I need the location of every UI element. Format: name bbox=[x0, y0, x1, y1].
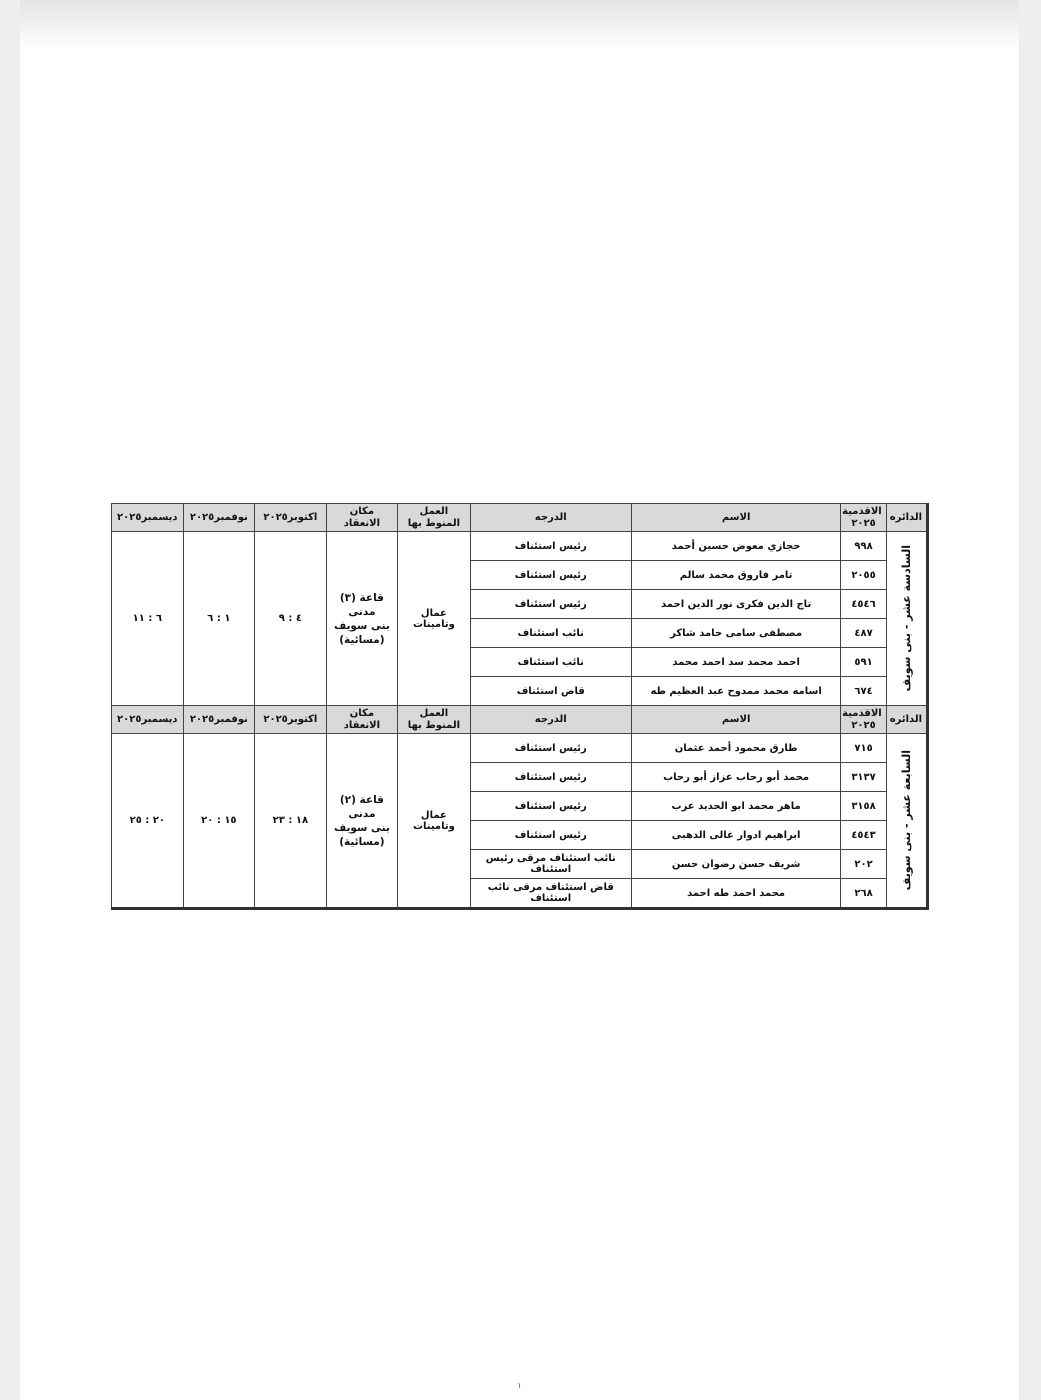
grade-cell: نائب استئناف bbox=[470, 648, 631, 677]
header-grade: الدرجه bbox=[470, 504, 631, 532]
name-cell: اسامه محمد ممدوح عبد العظيم طه bbox=[631, 677, 841, 706]
oct-dates-cell: ١٨ : ٢٣ bbox=[255, 734, 327, 909]
grade-cell: رئيس استئناف bbox=[470, 561, 631, 590]
venue-line: قاعة (٣) bbox=[339, 591, 384, 604]
name-cell: مصطفى سامى حامد شاكر bbox=[631, 619, 841, 648]
name-cell: تاج الدين فكرى نور الدين احمد bbox=[631, 590, 841, 619]
venue-line: (مسائية) bbox=[339, 835, 385, 848]
name-cell: محمد أبو رحاب عزاز أبو رحاب bbox=[631, 763, 841, 792]
venue-line: بنى سويف bbox=[333, 619, 390, 632]
venue-line: بنى سويف bbox=[333, 821, 390, 834]
grade-cell: رئيس استئناف bbox=[470, 532, 631, 561]
seniority-cell: ٩٩٨ bbox=[841, 532, 886, 561]
header-oct: اكتوبر٢٠٢٥ bbox=[255, 504, 327, 532]
oct-dates-cell: ٤ : ٩ bbox=[255, 532, 327, 706]
header-nov: نوفمبر٢٠٢٥ bbox=[183, 706, 255, 734]
seniority-cell: ٧١٥ bbox=[841, 734, 886, 763]
document-page bbox=[20, 0, 1019, 1400]
name-cell: ماهر محمد ابو الحديد عزب bbox=[631, 792, 841, 821]
header-seniority: الاقدمية ٢٠٢٥ bbox=[841, 504, 886, 532]
header-row bbox=[112, 504, 928, 532]
dec-dates-cell: ٦ : ١١ bbox=[112, 532, 184, 706]
venue-line: مدنى bbox=[348, 807, 376, 820]
grade-cell: قاض استئناف مرقى نائب استئناف bbox=[470, 879, 631, 909]
roster-table bbox=[111, 503, 929, 910]
header-venue: مكان الانعقاد bbox=[326, 504, 398, 532]
circuit-cell bbox=[886, 734, 927, 909]
grade-cell: رئيس استئناف bbox=[470, 590, 631, 619]
name-cell: حجازي معوض حسين أحمد bbox=[631, 532, 841, 561]
header-row bbox=[112, 706, 928, 734]
circuit-name: السادسة عشر - بنى سويف bbox=[899, 545, 913, 692]
header-work: العمل المنوط بها bbox=[398, 504, 471, 532]
page-number: ١ bbox=[517, 1381, 522, 1390]
header-work: العمل المنوط بها bbox=[398, 706, 471, 734]
header-circuit: الدائره bbox=[886, 504, 927, 532]
seniority-cell: ٤٥٤٣ bbox=[841, 821, 886, 850]
name-cell: محمد احمد طه احمد bbox=[631, 879, 841, 909]
header-dec: ديسمبر٢٠٢٥ bbox=[112, 504, 184, 532]
grade-cell: قاض استئناف bbox=[470, 677, 631, 706]
name-cell: ابراهيم ادوار غالى الدهبى bbox=[631, 821, 841, 850]
circuit-cell bbox=[886, 532, 927, 706]
header-dec: ديسمبر٢٠٢٥ bbox=[112, 706, 184, 734]
work-cell: عمال وتامينات bbox=[398, 734, 471, 909]
name-cell: شريف حسن رضوان حسن bbox=[631, 850, 841, 879]
seniority-cell: ٤٨٧ bbox=[841, 619, 886, 648]
header-circuit: الدائره bbox=[886, 706, 927, 734]
circuit-name: السابعة عشر - بنى سويف bbox=[899, 750, 913, 891]
seniority-cell: ٤٥٤٦ bbox=[841, 590, 886, 619]
venue-cell bbox=[326, 532, 398, 706]
seniority-cell: ٢٠٢ bbox=[841, 850, 886, 879]
grade-cell: رئيس استئناف bbox=[470, 792, 631, 821]
seniority-cell: ٣١٥٨ bbox=[841, 792, 886, 821]
name-cell: احمد محمد سد احمد محمد bbox=[631, 648, 841, 677]
header-venue: مكان الانعقاد bbox=[326, 706, 398, 734]
grade-cell: رئيس استئناف bbox=[470, 734, 631, 763]
venue-line: مدنى bbox=[348, 605, 376, 618]
table-row bbox=[112, 734, 928, 763]
seniority-cell: ٢٠٥٥ bbox=[841, 561, 886, 590]
header-nov: نوفمبر٢٠٢٥ bbox=[183, 504, 255, 532]
seniority-cell: ٦٧٤ bbox=[841, 677, 886, 706]
header-grade: الدرجه bbox=[470, 706, 631, 734]
name-cell: طارق محمود أحمد عثمان bbox=[631, 734, 841, 763]
venue-cell bbox=[326, 734, 398, 909]
page-top-shadow bbox=[20, 0, 1019, 50]
seniority-cell: ٥٩١ bbox=[841, 648, 886, 677]
name-cell: تامر فاروق محمد سالم bbox=[631, 561, 841, 590]
header-oct: اكتوبر٢٠٢٥ bbox=[255, 706, 327, 734]
venue-line: قاعة (٢) bbox=[339, 793, 384, 806]
header-name: الاسم bbox=[631, 706, 841, 734]
grade-cell: رئيس استئناف bbox=[470, 821, 631, 850]
venue-line: (مسائية) bbox=[339, 633, 385, 646]
header-name: الاسم bbox=[631, 504, 841, 532]
work-cell: عمال وتامينات bbox=[398, 532, 471, 706]
nov-dates-cell: ١ : ٦ bbox=[183, 532, 255, 706]
grade-cell: رئيس استئناف bbox=[470, 763, 631, 792]
table-row bbox=[112, 532, 928, 561]
grade-cell: نائب استئناف bbox=[470, 619, 631, 648]
dec-dates-cell: ٢٠ : ٢٥ bbox=[112, 734, 184, 909]
seniority-cell: ٢٦٨ bbox=[841, 879, 886, 909]
nov-dates-cell: ١٥ : ٢٠ bbox=[183, 734, 255, 909]
header-seniority: الاقدمية ٢٠٢٥ bbox=[841, 706, 886, 734]
roster-body bbox=[112, 504, 928, 909]
grade-cell: نائب استئناف مرقى رئيس استئناف bbox=[470, 850, 631, 879]
seniority-cell: ٣١٣٧ bbox=[841, 763, 886, 792]
